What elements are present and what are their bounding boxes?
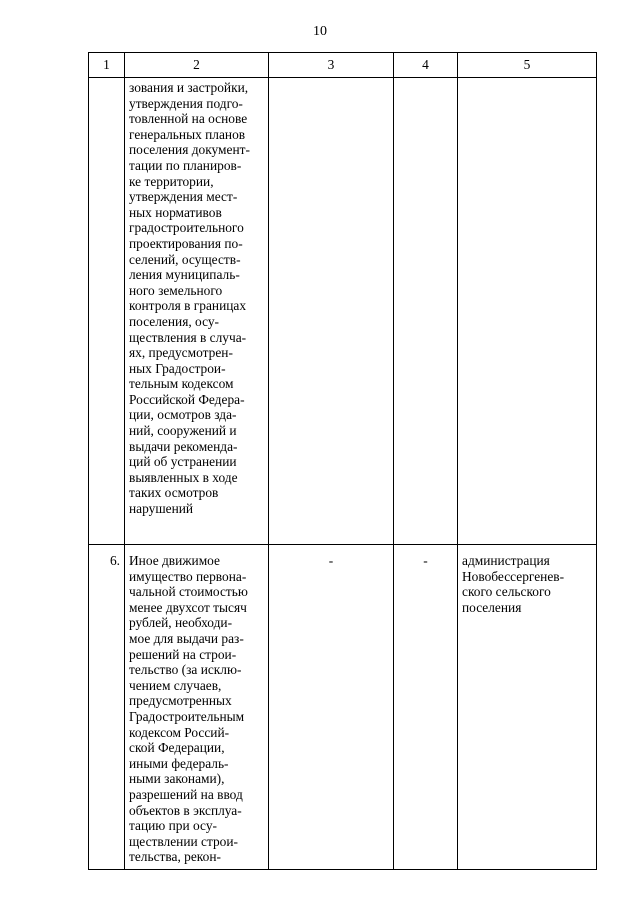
description-cell bbox=[125, 78, 269, 545]
text-line: ществления в случа- bbox=[129, 329, 247, 345]
text-line: ществлении строи- bbox=[129, 833, 238, 849]
text-line: объектов в эксплуа- bbox=[129, 802, 242, 818]
column-3-cell: - bbox=[269, 545, 394, 870]
column-4-cell bbox=[394, 78, 458, 545]
column-header-4: 4 bbox=[394, 53, 458, 78]
text-line: тельство (за исклю- bbox=[129, 662, 242, 678]
text-line: поселения документ- bbox=[129, 142, 250, 158]
text-line: ных Градострои- bbox=[129, 360, 226, 376]
text-line: тацию при осу- bbox=[129, 818, 217, 834]
text-line: выявленных в ходе bbox=[129, 469, 238, 485]
text-line: менее двухсот тысяч bbox=[129, 599, 247, 615]
column-header-1: 1 bbox=[89, 53, 125, 78]
text-line: решений на строи- bbox=[129, 646, 237, 662]
text-line: ций об устранении bbox=[129, 454, 237, 470]
text-line: таких осмотров bbox=[129, 485, 219, 501]
text-line: ления муниципаль- bbox=[129, 267, 240, 283]
text-line: выдачи рекоменда- bbox=[129, 438, 238, 454]
text-line: кодексом Россий- bbox=[129, 724, 230, 740]
organization-cell bbox=[458, 78, 597, 545]
text-line: Иное движимое bbox=[129, 553, 220, 568]
text-line: ях, предусмотрен- bbox=[129, 345, 233, 361]
text-line: утверждения подго- bbox=[129, 95, 243, 111]
table-row bbox=[89, 78, 597, 545]
text-line: Новобессергенев- bbox=[462, 568, 565, 584]
text-line: Градостроительным bbox=[129, 708, 245, 724]
text-line: тельства, рекон- bbox=[129, 849, 221, 865]
text-line: контроля в границах bbox=[129, 298, 247, 314]
description-cell bbox=[125, 545, 269, 870]
text-line: предусмотренных bbox=[129, 693, 232, 709]
column-4-cell: - bbox=[394, 545, 458, 870]
text-line: селений, осуществ- bbox=[129, 251, 241, 267]
row-number-cell: 6. bbox=[89, 545, 125, 870]
text-line: иными федераль- bbox=[129, 755, 229, 771]
text-line: товленной на основе bbox=[129, 111, 248, 127]
text-line: Российской Федера- bbox=[129, 391, 245, 407]
table-header-row bbox=[89, 53, 597, 78]
text-line: нарушений bbox=[129, 501, 194, 517]
organization-text bbox=[462, 553, 592, 615]
text-line: чальной стоимостью bbox=[129, 584, 248, 600]
text-line: поселения bbox=[462, 599, 522, 615]
text-line: ного земельного bbox=[129, 282, 223, 298]
text-line: чением случаев, bbox=[129, 677, 222, 693]
text-line: тельным кодексом bbox=[129, 376, 234, 392]
text-line: проектирования по- bbox=[129, 235, 243, 251]
text-line: разрешений на ввод bbox=[129, 786, 243, 802]
text-line: тации по планиров- bbox=[129, 157, 242, 173]
description-text bbox=[129, 553, 264, 865]
document-table bbox=[88, 52, 597, 870]
description-text bbox=[129, 80, 264, 517]
text-line: мое для выдачи раз- bbox=[129, 630, 244, 646]
text-line: ции, осмотров зда- bbox=[129, 407, 237, 423]
column-3-cell bbox=[269, 78, 394, 545]
organization-cell bbox=[458, 545, 597, 870]
column-header-5: 5 bbox=[458, 53, 597, 78]
page-number: 10 bbox=[313, 24, 327, 39]
text-line: ными законами), bbox=[129, 771, 225, 787]
text-line: утверждения мест- bbox=[129, 189, 238, 205]
row-number-cell bbox=[89, 78, 125, 545]
text-line: имущество первона- bbox=[129, 568, 247, 584]
text-line: поселения, осу- bbox=[129, 313, 220, 329]
text-line: администрация bbox=[462, 553, 550, 568]
text-line: градостроительного bbox=[129, 220, 244, 236]
text-line: ний, сооружений и bbox=[129, 423, 237, 439]
column-header-3: 3 bbox=[269, 53, 394, 78]
table-row bbox=[89, 545, 597, 870]
text-line: рублей, необходи- bbox=[129, 615, 233, 631]
text-line: ных нормативов bbox=[129, 204, 222, 220]
text-line: ке территории, bbox=[129, 173, 214, 189]
column-header-2: 2 bbox=[125, 53, 269, 78]
text-line: ского сельского bbox=[462, 584, 551, 600]
text-line: ской Федерации, bbox=[129, 740, 225, 756]
text-line: генеральных планов bbox=[129, 126, 246, 142]
text-line: зования и застройки, bbox=[129, 80, 249, 95]
